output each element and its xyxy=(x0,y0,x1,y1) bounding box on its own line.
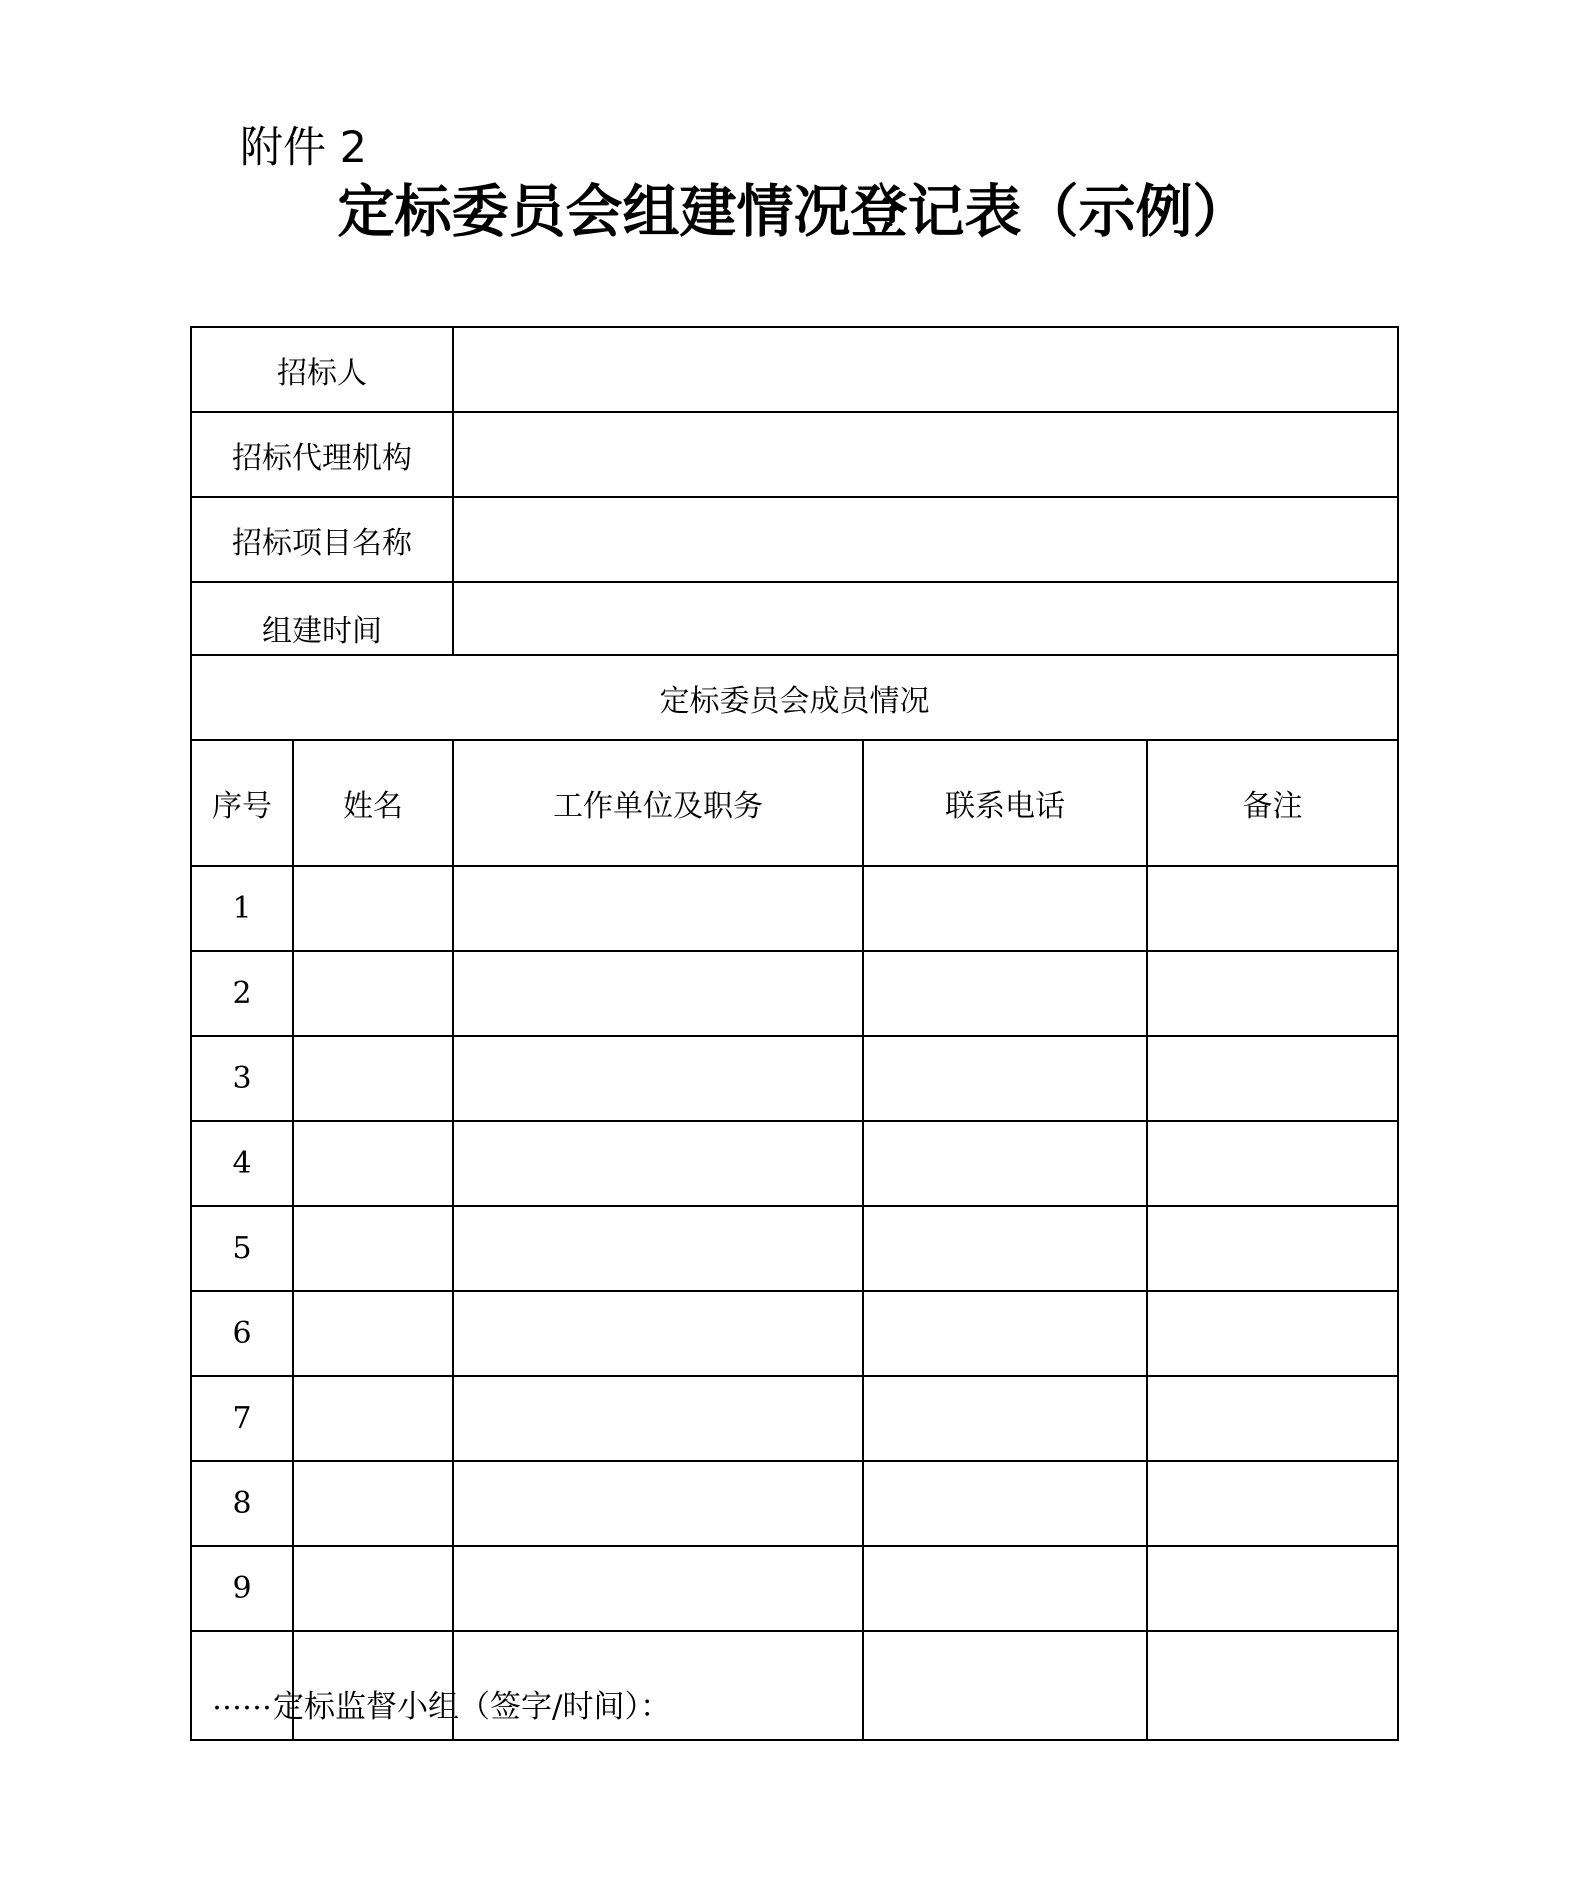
member-unit-position-cell[interactable] xyxy=(453,951,863,1036)
column-header-phone: 联系电话 xyxy=(863,740,1147,866)
members-section-row xyxy=(191,655,1398,740)
member-name-cell[interactable] xyxy=(293,1206,453,1291)
info-value-formation-time[interactable] xyxy=(453,582,1398,655)
info-value-agency[interactable] xyxy=(453,412,1398,497)
member-seq: 5 xyxy=(191,1206,293,1291)
member-phone-cell[interactable] xyxy=(863,1291,1147,1376)
member-phone-cell[interactable] xyxy=(863,1036,1147,1121)
member-phone-cell[interactable] xyxy=(863,1631,1147,1740)
member-seq: 4 xyxy=(191,1121,293,1206)
info-row-agency xyxy=(191,412,1398,497)
member-unit-position-cell[interactable] xyxy=(453,1461,863,1546)
registration-table xyxy=(190,326,1399,1741)
column-header-name: 姓名 xyxy=(293,740,453,866)
member-row xyxy=(191,951,1398,1036)
member-seq: 1 xyxy=(191,866,293,951)
member-remark-cell[interactable] xyxy=(1147,1121,1398,1206)
member-phone-cell[interactable] xyxy=(863,1376,1147,1461)
document-title: 定标委员会组建情况登记表（示例） xyxy=(337,179,1250,245)
member-row xyxy=(191,1121,1398,1206)
member-row xyxy=(191,1461,1398,1546)
info-value-tenderer[interactable] xyxy=(453,327,1398,412)
info-row-tenderer xyxy=(191,327,1398,412)
member-seq: 9 xyxy=(191,1546,293,1631)
member-row xyxy=(191,1206,1398,1291)
member-name-cell[interactable] xyxy=(293,1291,453,1376)
member-remark-cell[interactable] xyxy=(1147,1461,1398,1546)
member-remark-cell[interactable] xyxy=(1147,1291,1398,1376)
info-label-tenderer: 招标人 xyxy=(191,327,453,412)
member-unit-position-cell[interactable] xyxy=(453,1036,863,1121)
member-remark-cell[interactable] xyxy=(1147,1206,1398,1291)
column-header-unit-position: 工作单位及职务 xyxy=(453,740,863,866)
member-name-cell[interactable] xyxy=(293,866,453,951)
member-phone-cell[interactable] xyxy=(863,1206,1147,1291)
member-name-cell[interactable] xyxy=(293,1376,453,1461)
info-row-formation-time xyxy=(191,582,1398,655)
member-name-cell[interactable] xyxy=(293,1546,453,1631)
members-header-row xyxy=(191,740,1398,866)
member-seq: …… xyxy=(191,1631,293,1740)
member-seq: 3 xyxy=(191,1036,293,1121)
member-unit-position-cell[interactable] xyxy=(453,1546,863,1631)
member-unit-position-cell[interactable] xyxy=(453,1206,863,1291)
member-unit-position-cell[interactable] xyxy=(453,866,863,951)
member-unit-position-cell[interactable] xyxy=(453,1121,863,1206)
member-remark-cell[interactable] xyxy=(1147,866,1398,951)
column-header-remark: 备注 xyxy=(1147,740,1398,866)
member-row xyxy=(191,1376,1398,1461)
member-unit-position-cell[interactable] xyxy=(453,1376,863,1461)
info-value-project-name[interactable] xyxy=(453,497,1398,582)
member-phone-cell[interactable] xyxy=(863,1121,1147,1206)
member-seq: 6 xyxy=(191,1291,293,1376)
member-row xyxy=(191,866,1398,951)
member-name-cell[interactable] xyxy=(293,1036,453,1121)
member-name-cell[interactable] xyxy=(293,1461,453,1546)
member-row xyxy=(191,1546,1398,1631)
member-seq: 8 xyxy=(191,1461,293,1546)
members-section-title: 定标委员会成员情况 xyxy=(191,655,1398,740)
member-remark-cell[interactable] xyxy=(1147,1546,1398,1631)
member-name-cell[interactable] xyxy=(293,951,453,1036)
member-phone-cell[interactable] xyxy=(863,1461,1147,1546)
info-label-formation-time: 组建时间 xyxy=(191,582,453,655)
member-name-cell[interactable] xyxy=(293,1121,453,1206)
info-label-project-name: 招标项目名称 xyxy=(191,497,453,582)
member-unit-position-cell[interactable] xyxy=(453,1291,863,1376)
member-remark-cell[interactable] xyxy=(1147,1036,1398,1121)
member-phone-cell[interactable] xyxy=(863,1546,1147,1631)
member-row xyxy=(191,1291,1398,1376)
column-header-seq: 序号 xyxy=(191,740,293,866)
member-phone-cell[interactable] xyxy=(863,866,1147,951)
info-row-project-name xyxy=(191,497,1398,582)
member-seq: 7 xyxy=(191,1376,293,1461)
member-remark-cell[interactable] xyxy=(1147,1376,1398,1461)
member-remark-cell[interactable] xyxy=(1147,1631,1398,1740)
attachment-label: 附件 2 xyxy=(240,123,368,173)
member-phone-cell[interactable] xyxy=(863,951,1147,1036)
member-remark-cell[interactable] xyxy=(1147,951,1398,1036)
member-seq: 2 xyxy=(191,951,293,1036)
member-row xyxy=(191,1036,1398,1121)
supervision-signature-label: 定标监督小组（签字/时间）： xyxy=(273,1689,671,1725)
info-label-agency: 招标代理机构 xyxy=(191,412,453,497)
